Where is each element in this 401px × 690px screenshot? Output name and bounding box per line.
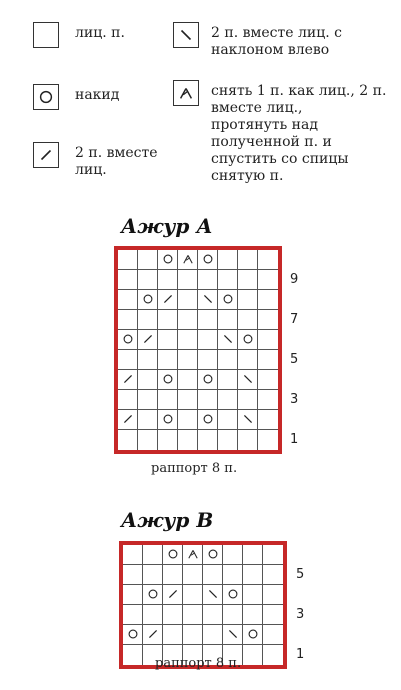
chart-cell bbox=[158, 410, 178, 430]
chart-cell bbox=[118, 330, 138, 350]
chart-cell bbox=[143, 605, 163, 625]
legend-label: 2 п. вместе лиц. с наклоном влево bbox=[211, 25, 342, 58]
legend-item-knit bbox=[33, 22, 125, 48]
rapport-label-a: раппорт 8 п. bbox=[151, 461, 238, 476]
chart-cell bbox=[198, 250, 218, 270]
chart-cell bbox=[218, 410, 238, 430]
chart-cell bbox=[183, 545, 203, 565]
row-number: 1 bbox=[296, 647, 305, 662]
chart-cell bbox=[158, 310, 178, 330]
chart-cell bbox=[223, 565, 243, 585]
chart-cell bbox=[243, 605, 263, 625]
chart-cell bbox=[123, 545, 143, 565]
chart-cell bbox=[143, 545, 163, 565]
chart-cell bbox=[263, 545, 283, 565]
chart-cell bbox=[218, 430, 238, 450]
chart-cell bbox=[223, 545, 243, 565]
chart-cell bbox=[198, 410, 218, 430]
chart-cell bbox=[123, 565, 143, 585]
chart-cell bbox=[138, 250, 158, 270]
chart-cell bbox=[158, 290, 178, 310]
yarn-over-icon bbox=[207, 545, 219, 564]
yarn-over-icon bbox=[202, 410, 214, 429]
row-number: 3 bbox=[290, 392, 299, 407]
yarn-over-icon bbox=[242, 330, 254, 349]
legend-label: снять 1 п. как лиц., 2 п. вместе лиц., протянуть над полученной п. и спустить со спицы снятую п. bbox=[211, 83, 387, 184]
chart-cell bbox=[238, 250, 258, 270]
chart-cell bbox=[238, 370, 258, 390]
chart-cell bbox=[178, 370, 198, 390]
chart-cell bbox=[198, 350, 218, 370]
chart-cell bbox=[178, 430, 198, 450]
chart-cell bbox=[123, 645, 143, 665]
chart-cell bbox=[178, 250, 198, 270]
yarn-over-icon bbox=[202, 370, 214, 389]
chart-cell bbox=[263, 625, 283, 645]
yarn-over-icon bbox=[247, 625, 259, 644]
yarn-over-icon bbox=[142, 290, 154, 309]
yarn-over-icon bbox=[127, 625, 139, 644]
chart-cell bbox=[198, 310, 218, 330]
chart-cell bbox=[238, 290, 258, 310]
chart-cell bbox=[218, 350, 238, 370]
legend-label: накид bbox=[75, 87, 120, 103]
chart-cell bbox=[118, 350, 138, 370]
chart-cell bbox=[218, 290, 238, 310]
chart-cell bbox=[258, 430, 278, 450]
chart-cell bbox=[198, 290, 218, 310]
yarn-over-icon bbox=[162, 410, 174, 429]
chart-cell bbox=[258, 290, 278, 310]
chart-cell bbox=[158, 270, 178, 290]
chart-cell bbox=[143, 585, 163, 605]
legend-item-sk2p bbox=[173, 80, 386, 185]
chart-title-a: Ажур А bbox=[121, 214, 213, 238]
chart-cell bbox=[218, 390, 238, 410]
chart-cell bbox=[223, 585, 243, 605]
yarn-over-icon bbox=[122, 330, 134, 349]
chart-cell bbox=[263, 585, 283, 605]
yarn-over-icon bbox=[227, 585, 239, 604]
chart-cell bbox=[183, 605, 203, 625]
legend-label: лиц. п. bbox=[75, 25, 125, 41]
row-number: 5 bbox=[296, 567, 305, 582]
chart-cell bbox=[158, 250, 178, 270]
yarn-over-icon bbox=[162, 250, 174, 269]
chart-cell bbox=[138, 370, 158, 390]
row-number: 9 bbox=[290, 272, 299, 287]
chart-cell bbox=[258, 310, 278, 330]
chart-cell bbox=[258, 390, 278, 410]
ssk-icon bbox=[173, 22, 199, 48]
chart-cell bbox=[118, 250, 138, 270]
legend-item-k2tog bbox=[33, 142, 158, 179]
k2tog-icon bbox=[142, 330, 154, 349]
k2tog-icon bbox=[122, 410, 134, 429]
chart-cell bbox=[218, 330, 238, 350]
k2tog-icon bbox=[122, 370, 134, 389]
chart-cell bbox=[238, 410, 258, 430]
chart-cell bbox=[138, 330, 158, 350]
chart-cell bbox=[183, 585, 203, 605]
ssk-icon bbox=[202, 290, 214, 309]
chart-cell bbox=[238, 310, 258, 330]
chart-cell bbox=[138, 310, 158, 330]
chart-cell bbox=[203, 565, 223, 585]
chart-cell bbox=[178, 270, 198, 290]
chart-cell bbox=[158, 430, 178, 450]
chart-cell bbox=[158, 330, 178, 350]
chart-title-b: Ажур В bbox=[121, 508, 214, 532]
row-number: 5 bbox=[290, 352, 299, 367]
chart-cell bbox=[243, 545, 263, 565]
chart-cell bbox=[138, 350, 158, 370]
chart-cell bbox=[178, 390, 198, 410]
chart-cell bbox=[218, 250, 238, 270]
knit-symbol-icon bbox=[33, 22, 59, 48]
chart-cell bbox=[158, 390, 178, 410]
chart-cell bbox=[223, 605, 243, 625]
chart-cell bbox=[123, 625, 143, 645]
chart-cell bbox=[243, 645, 263, 665]
row-number: 7 bbox=[290, 312, 299, 327]
chart-cell bbox=[143, 625, 163, 645]
chart-cell bbox=[203, 545, 223, 565]
yarn-over-icon bbox=[33, 84, 59, 110]
chart-cell bbox=[258, 270, 278, 290]
ssk-icon bbox=[242, 410, 254, 429]
ssk-icon bbox=[222, 330, 234, 349]
chart-cell bbox=[203, 605, 223, 625]
chart-cell bbox=[198, 370, 218, 390]
chart-cell bbox=[163, 625, 183, 645]
chart-cell bbox=[118, 370, 138, 390]
chart-cell bbox=[138, 390, 158, 410]
chart-cell bbox=[138, 290, 158, 310]
chart-cell bbox=[258, 410, 278, 430]
chart-cell bbox=[258, 330, 278, 350]
yarn-over-icon bbox=[222, 290, 234, 309]
row-number: 1 bbox=[290, 432, 299, 447]
k2tog-icon bbox=[162, 290, 174, 309]
chart-cell bbox=[183, 565, 203, 585]
chart-cell bbox=[158, 350, 178, 370]
chart-cell bbox=[198, 430, 218, 450]
legend-item-yarn-over bbox=[33, 84, 119, 110]
yarn-over-icon bbox=[167, 545, 179, 564]
chart-cell bbox=[258, 370, 278, 390]
chart-cell bbox=[243, 585, 263, 605]
yarn-over-icon bbox=[147, 585, 159, 604]
chart-cell bbox=[238, 330, 258, 350]
chart-cell bbox=[118, 310, 138, 330]
chart-grid-b bbox=[119, 541, 287, 669]
chart-cell bbox=[118, 390, 138, 410]
chart-cell bbox=[178, 350, 198, 370]
chart-cell bbox=[218, 310, 238, 330]
chart-cell bbox=[178, 330, 198, 350]
chart-cell bbox=[198, 390, 218, 410]
chart-cell bbox=[158, 370, 178, 390]
chart-cell bbox=[183, 625, 203, 645]
chart-cell bbox=[243, 565, 263, 585]
chart-cell bbox=[178, 410, 198, 430]
chart-cell bbox=[258, 250, 278, 270]
chart-cell bbox=[143, 565, 163, 585]
chart-cell bbox=[138, 270, 158, 290]
legend-label: 2 п. вместе лиц. bbox=[75, 145, 158, 178]
chart-cell bbox=[118, 410, 138, 430]
sk2p-icon bbox=[182, 250, 194, 269]
rapport-label-b: раппорт 8 п. bbox=[155, 656, 242, 671]
chart-cell bbox=[218, 270, 238, 290]
chart-cell bbox=[163, 565, 183, 585]
chart-cell bbox=[223, 625, 243, 645]
chart-cell bbox=[263, 605, 283, 625]
chart-cell bbox=[118, 270, 138, 290]
chart-cell bbox=[203, 625, 223, 645]
chart-cell bbox=[163, 545, 183, 565]
chart-cell bbox=[138, 410, 158, 430]
chart-cell bbox=[238, 430, 258, 450]
chart-cell bbox=[263, 565, 283, 585]
legend-item-ssk bbox=[173, 22, 342, 59]
chart-cell bbox=[123, 605, 143, 625]
chart-cell bbox=[198, 330, 218, 350]
chart-cell bbox=[163, 605, 183, 625]
chart-cell bbox=[118, 290, 138, 310]
chart-cell bbox=[238, 390, 258, 410]
chart-cell bbox=[263, 645, 283, 665]
chart-cell bbox=[238, 270, 258, 290]
chart-cell bbox=[138, 430, 158, 450]
ssk-icon bbox=[242, 370, 254, 389]
k2tog-icon bbox=[33, 142, 59, 168]
yarn-over-icon bbox=[162, 370, 174, 389]
chart-cell bbox=[118, 430, 138, 450]
ssk-icon bbox=[227, 625, 239, 644]
chart-cell bbox=[198, 270, 218, 290]
chart-cell bbox=[258, 350, 278, 370]
chart-cell bbox=[203, 585, 223, 605]
chart-cell bbox=[178, 290, 198, 310]
yarn-over-icon bbox=[202, 250, 214, 269]
chart-cell bbox=[243, 625, 263, 645]
row-number: 3 bbox=[296, 607, 305, 622]
chart-cell bbox=[163, 585, 183, 605]
chart-grid-a bbox=[114, 246, 282, 454]
k2tog-icon bbox=[167, 585, 179, 604]
sk2p-icon bbox=[173, 80, 199, 106]
chart-cell bbox=[218, 370, 238, 390]
chart-cell bbox=[123, 585, 143, 605]
sk2p-icon bbox=[187, 545, 199, 564]
chart-cell bbox=[238, 350, 258, 370]
k2tog-icon bbox=[147, 625, 159, 644]
ssk-icon bbox=[207, 585, 219, 604]
chart-cell bbox=[178, 310, 198, 330]
